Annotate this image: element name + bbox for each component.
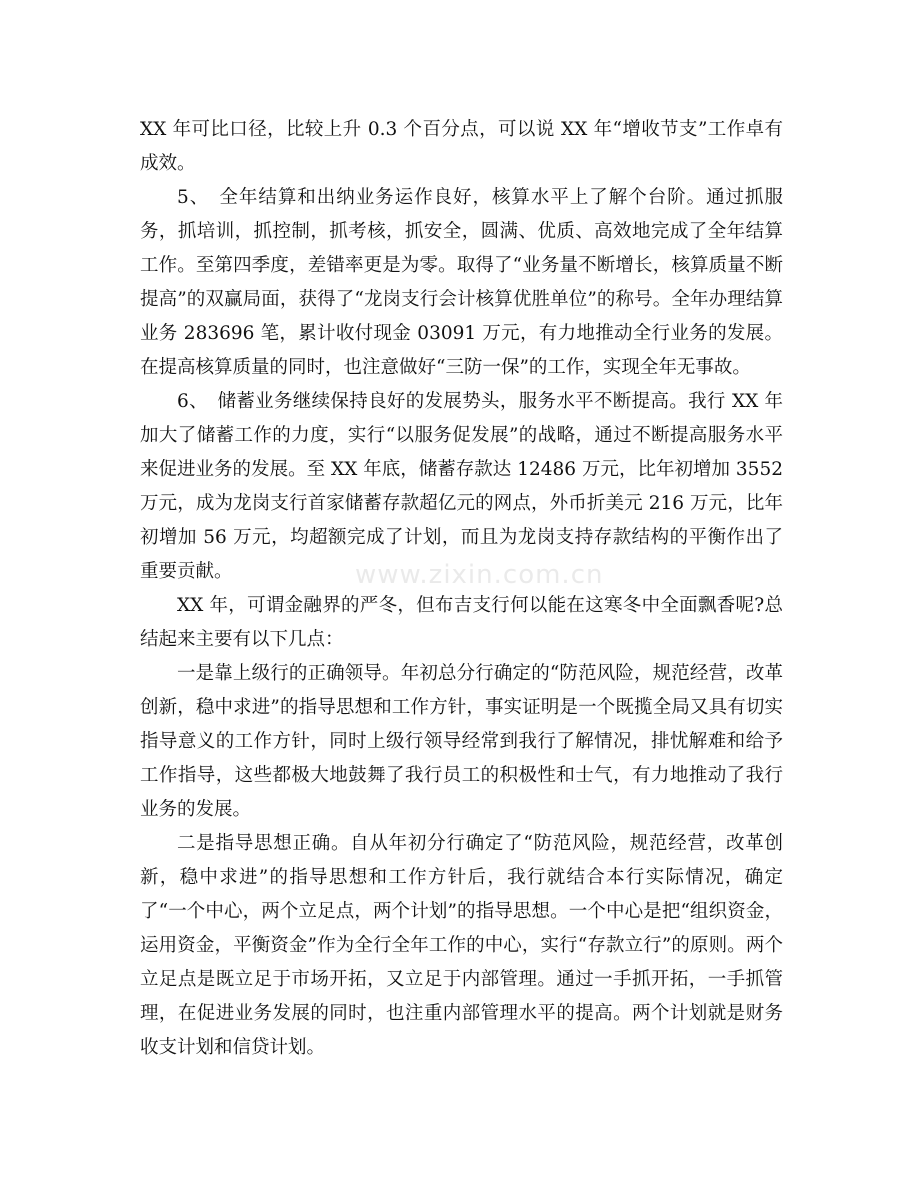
paragraph-leadership: 一是靠上级行的正确领导。年初总分行确定的“防范风险，规范经营，改革创新，稳中求进”的指导思想和工作方针，事实证明是一个既揽全局又具有切实指导意义的工作方针，同时上级行领导经常到我行了解情况，排忧解难和给予工作指导，这些都极大地鼓舞了我行员工的积极性和士气，有力地推动了我行业务的发展。: [140, 663, 783, 820]
watermark: www.zixin.com.cn: [355, 560, 604, 590]
paragraph-settlement: 5、 全年结算和出纳业务运作良好，核算水平上了解个台阶。通过抓服务，抓培训，抓控制，抓考核，抓安全，圆满、优质、高效地完成了全年结算工作。至第四季度，差错率更是为零。取得了“业务量不断增长，核算质量不断提高”的双赢局面，获得了“龙岗支行会计核算优胜单位”的称号。全年办理结算业务 283696 笔，累计收付现金 03091 万元，有力地推动全行业务的发展。在提高核算质量的同时，也注意做好“三防一保”的工作，实现全年无事故。: [140, 187, 783, 378]
paragraph-guiding-thought: 二是指导思想正确。自从年初分行确定了“防范风险，规范经营，改革创新，稳中求进”的指导思想和工作方针后，我行就结合本行实际情况，确定了“一个中心，两个立足点，两个计划”的指导思想。一个中心是把“组织资金，运用资金，平衡资金”作为全行全年工作的中心，实行“存款立行”的原则。两个立足点是既立足于市场开拓，又立足于内部管理。通过一手抓开拓，一手抓管理，在促进业务发展的同时，也注重内部管理水平的提高。两个计划就是财务收支计划和信贷计划。: [140, 833, 783, 1058]
paragraph-cost-saving: XX 年可比口径，比较上升 0.3 个百分点，可以说 XX 年“增收节支”工作卓有成效。: [140, 119, 783, 174]
document-body: [140, 113, 783, 1065]
paragraph-summary-intro: XX 年，可谓金融界的严冬，但布吉支行何以能在这寒冬中全面飘香呢?总结起来主要有以下几点：: [140, 595, 783, 650]
paragraph-savings: 6、 储蓄业务继续保持良好的发展势头，服务水平不断提高。我行 XX 年加大了储蓄工作的力度，实行“以服务促发展”的战略，通过不断提高服务水平来促进业务的发展。至 XX 年底，储蓄存款达 12486 万元，比年初增加 3552 万元，成为龙岗支行首家储蓄存款超亿元的网点，外币折美元 216 万元，比年初增加 56 万元，均超额完成了计划，而且为龙岗支持存款结构的平衡作出了重要贡献。: [140, 391, 783, 582]
